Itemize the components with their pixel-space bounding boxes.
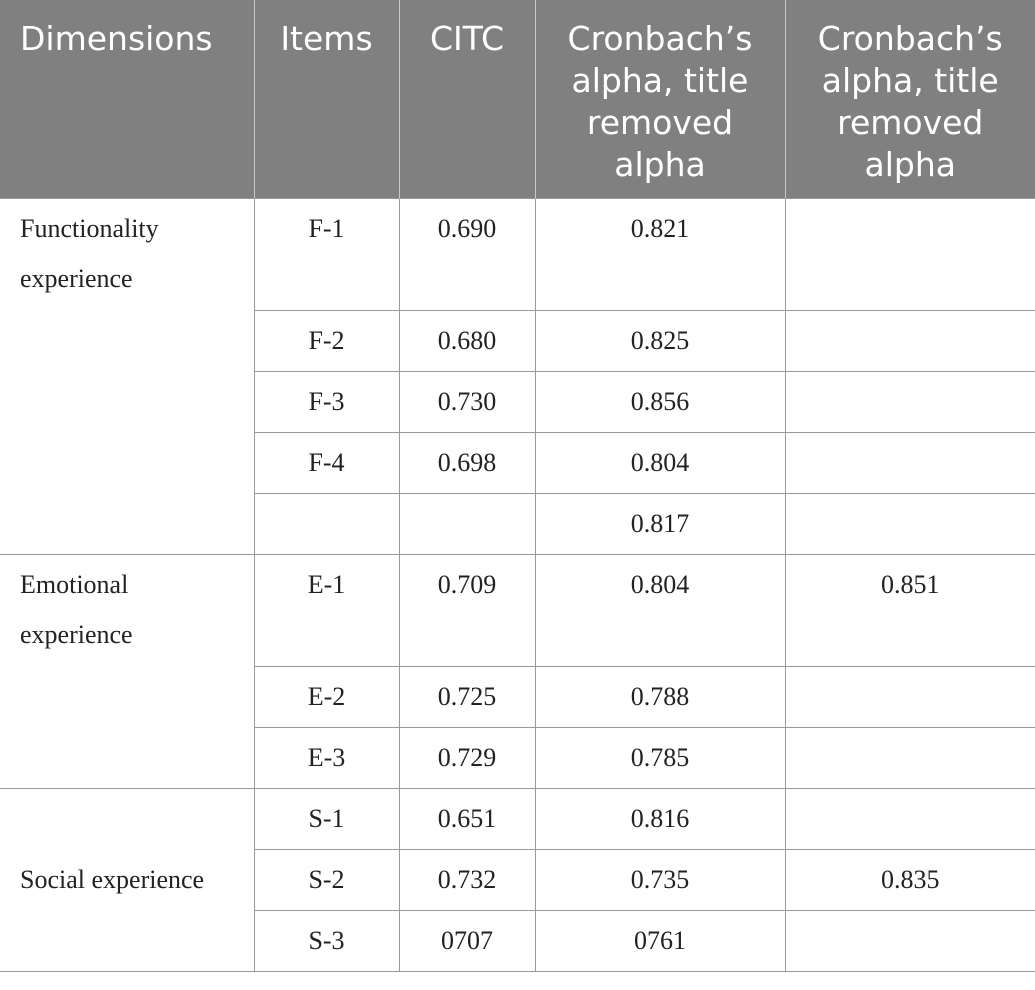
item-cell: F-4 [254, 433, 399, 494]
item-cell: S-2 [254, 850, 399, 911]
item-cell: F-2 [254, 311, 399, 372]
citc-cell: 0.698 [399, 433, 535, 494]
citc-cell: 0.729 [399, 728, 535, 789]
alpha-removed-cell: 0.817 [535, 494, 785, 555]
item-cell: S-1 [254, 789, 399, 850]
alpha-cell [785, 911, 1035, 972]
citc-cell: 0.709 [399, 555, 535, 667]
alpha-cell: 0.851 [785, 555, 1035, 667]
citc-cell: 0.730 [399, 372, 535, 433]
alpha-removed-cell: 0.825 [535, 311, 785, 372]
table-row [0, 555, 1035, 667]
header-alpha-removed: Cronbach’s alpha, title removed alpha [535, 0, 785, 199]
dimension-social: Social experience [0, 789, 254, 972]
item-cell: E-2 [254, 667, 399, 728]
alpha-cell [785, 789, 1035, 850]
item-cell: F-3 [254, 372, 399, 433]
alpha-removed-cell: 0.788 [535, 667, 785, 728]
header-row [0, 0, 1035, 199]
alpha-removed-cell: 0.804 [535, 433, 785, 494]
table-row [0, 199, 1035, 311]
citc-cell: 0707 [399, 911, 535, 972]
dimension-emotional: Emotional experience [0, 555, 254, 789]
item-cell: E-3 [254, 728, 399, 789]
alpha-removed-cell: 0.804 [535, 555, 785, 667]
header-citc: CITC [399, 0, 535, 199]
item-cell [254, 494, 399, 555]
alpha-cell [785, 667, 1035, 728]
item-cell: S-3 [254, 911, 399, 972]
alpha-removed-cell: 0.735 [535, 850, 785, 911]
alpha-removed-cell: 0761 [535, 911, 785, 972]
citc-cell [399, 494, 535, 555]
citc-cell: 0.651 [399, 789, 535, 850]
alpha-cell [785, 199, 1035, 311]
citc-cell: 0.732 [399, 850, 535, 911]
alpha-removed-cell: 0.821 [535, 199, 785, 311]
item-cell: F-1 [254, 199, 399, 311]
citc-cell: 0.725 [399, 667, 535, 728]
alpha-cell [785, 433, 1035, 494]
citc-cell: 0.690 [399, 199, 535, 311]
dimension-functionality: Functionality experience [0, 199, 254, 555]
citc-cell: 0.680 [399, 311, 535, 372]
alpha-cell [785, 372, 1035, 433]
alpha-cell [785, 494, 1035, 555]
alpha-cell: 0.835 [785, 850, 1035, 911]
item-cell: E-1 [254, 555, 399, 667]
alpha-removed-cell: 0.785 [535, 728, 785, 789]
header-alpha: Cronbach’s alpha, title removed alpha [785, 0, 1035, 199]
table-row [0, 789, 1035, 850]
alpha-removed-cell: 0.816 [535, 789, 785, 850]
alpha-cell [785, 311, 1035, 372]
alpha-cell [785, 728, 1035, 789]
header-items: Items [254, 0, 399, 199]
header-dimensions: Dimensions [0, 0, 254, 199]
alpha-removed-cell: 0.856 [535, 372, 785, 433]
